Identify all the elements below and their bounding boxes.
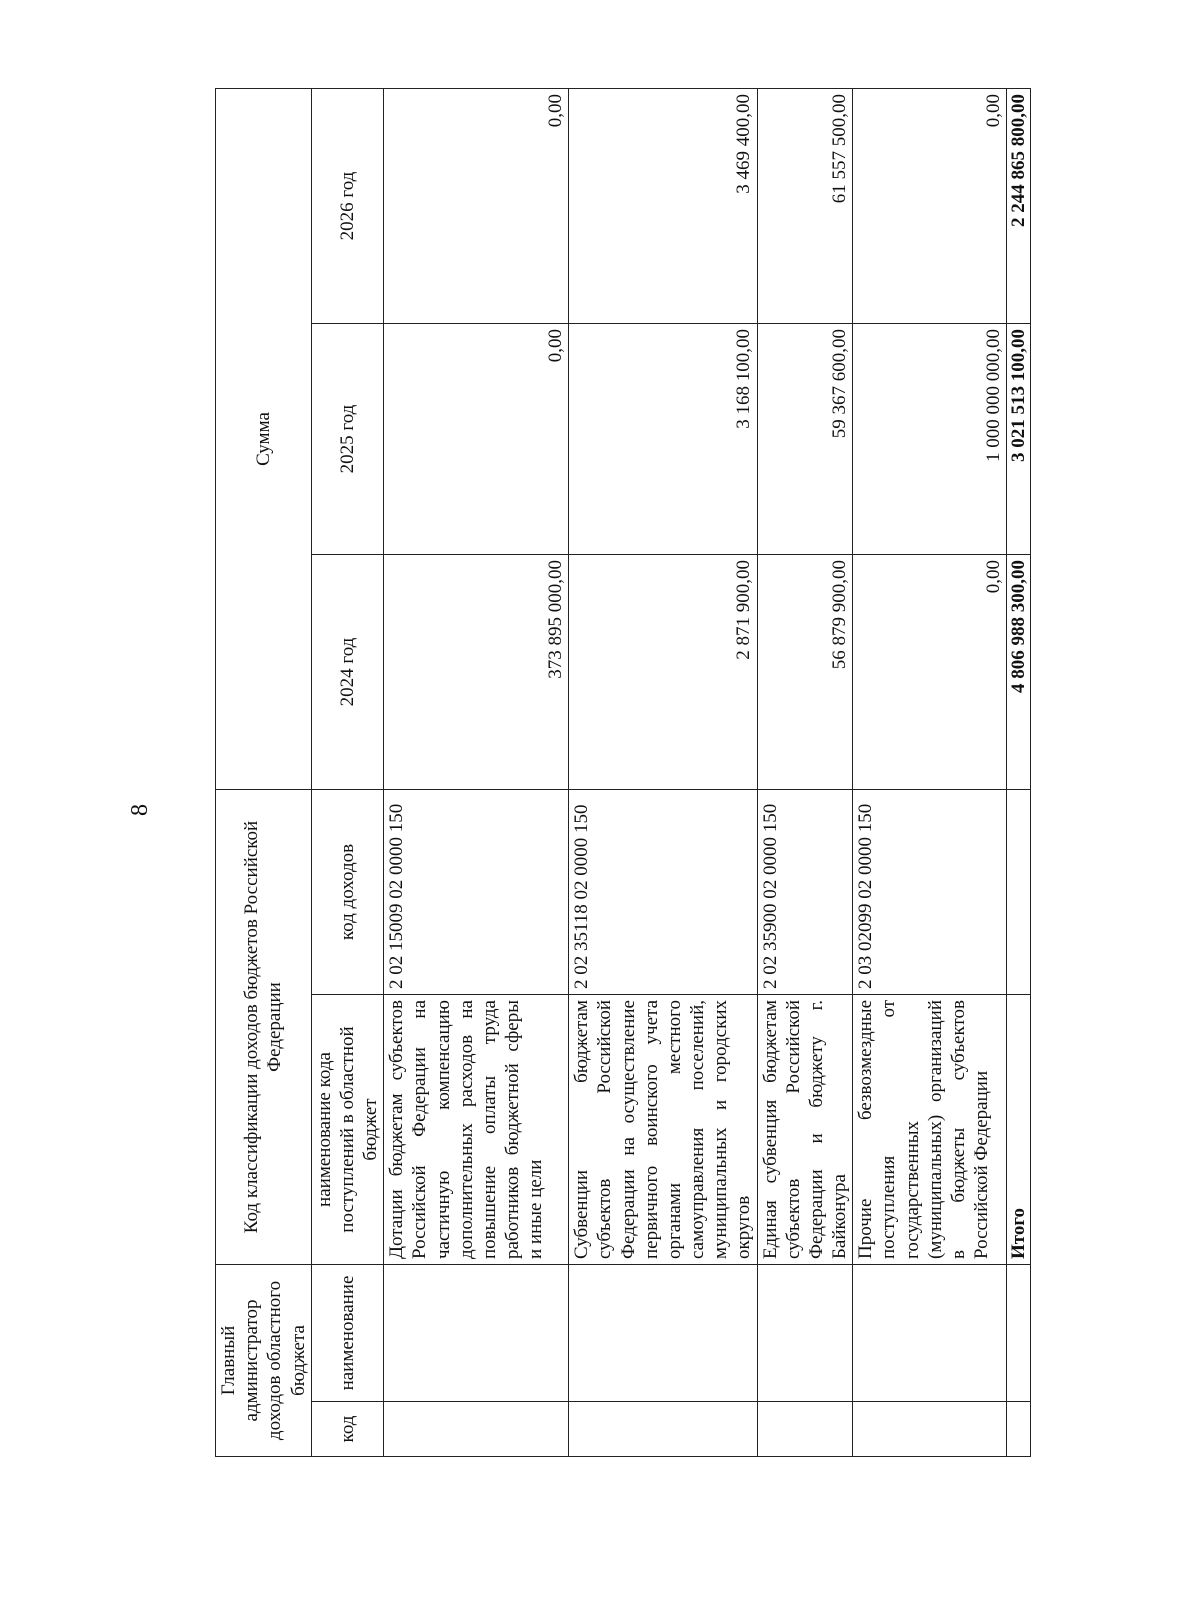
- total-admin-code: [1007, 1402, 1031, 1457]
- row-sum-2026: 61 557 500,00: [757, 88, 853, 323]
- total-sum-2024: 4 806 988 300,00: [1007, 555, 1031, 790]
- header-admin-code: код: [311, 1402, 384, 1457]
- page-number: 8: [127, 804, 153, 816]
- row-income-name: Субвенции бюджетам субъектов Российской Федерации на осуществление первичного воинского учета органами местного самоуправления поселений, муниципальных и городских округов: [569, 995, 757, 1265]
- header-income-name: наименование кода поступлений в областной бюджет: [311, 995, 384, 1265]
- row-income-code: 2 03 02099 02 0000 150: [853, 790, 1007, 995]
- total-label: Итого: [1007, 995, 1031, 1265]
- total-sum-2026: 2 244 865 800,00: [1007, 88, 1031, 323]
- total-sum-2025: 3 021 513 100,00: [1007, 324, 1031, 555]
- row-admin-name: [853, 1265, 1007, 1402]
- header-admin-group: Главный администратор доходов областного бюджета: [216, 1265, 312, 1457]
- row-sum-2025: 59 367 600,00: [757, 324, 853, 555]
- row-admin-code: [757, 1402, 853, 1457]
- row-income-code: 2 02 35118 02 0000 150: [569, 790, 757, 995]
- row-sum-2024: 0,00: [853, 555, 1007, 790]
- total-income-code: [1007, 790, 1031, 995]
- row-admin-name: [384, 1265, 569, 1402]
- row-sum-2025: 1 000 000 000,00: [853, 324, 1007, 555]
- row-admin-name: [569, 1265, 757, 1402]
- header-year-2026: 2026 год: [311, 88, 384, 323]
- row-admin-code: [569, 1402, 757, 1457]
- header-classification-group: Код классификации доходов бюджетов Российской Федерации: [216, 790, 312, 1265]
- row-income-name: Дотации бюджетам субъектов Российской Федерации на частичную компенсацию дополнительных расходов на повышение оплаты труда работников бюджетной сферы и иные цели: [384, 995, 569, 1265]
- header-year-2024: 2024 год: [311, 555, 384, 790]
- table-row: [569, 88, 757, 1456]
- header-year-2025: 2025 год: [311, 324, 384, 555]
- header-admin-name: наименование: [311, 1265, 384, 1402]
- row-sum-2025: 3 168 100,00: [569, 324, 757, 555]
- row-admin-code: [853, 1402, 1007, 1457]
- table-row: [853, 88, 1007, 1456]
- header-income-code: код доходов: [311, 790, 384, 995]
- row-sum-2025: 0,00: [384, 324, 569, 555]
- table-row: [757, 88, 853, 1456]
- row-admin-name: [757, 1265, 853, 1402]
- header-row-2: [311, 88, 384, 1456]
- row-sum-2026: 0,00: [384, 88, 569, 323]
- row-sum-2026: 3 469 400,00: [569, 88, 757, 323]
- budget-income-table: [215, 88, 1031, 1457]
- row-income-code: 2 02 15009 02 0000 150: [384, 790, 569, 995]
- row-sum-2026: 0,00: [853, 88, 1007, 323]
- header-sum-group: Сумма: [216, 88, 312, 789]
- row-admin-code: [384, 1402, 569, 1457]
- header-row-1: [216, 88, 312, 1456]
- row-sum-2024: 2 871 900,00: [569, 555, 757, 790]
- row-sum-2024: 56 879 900,00: [757, 555, 853, 790]
- row-income-name: Прочие безвозмездные поступления от государственных (муниципальных) организаций в бюджеты субъектов Российской Федерации: [853, 995, 1007, 1265]
- row-income-code: 2 02 35900 02 0000 150: [757, 790, 853, 995]
- row-income-name: Единая субвенция бюджетам субъектов Российской Федерации и бюджету г. Байконура: [757, 995, 853, 1265]
- total-row: [1007, 88, 1031, 1456]
- table-row: [384, 88, 569, 1456]
- row-sum-2024: 373 895 000,00: [384, 555, 569, 790]
- total-admin-name: [1007, 1265, 1031, 1402]
- budget-table-rotated: [215, 89, 1030, 1457]
